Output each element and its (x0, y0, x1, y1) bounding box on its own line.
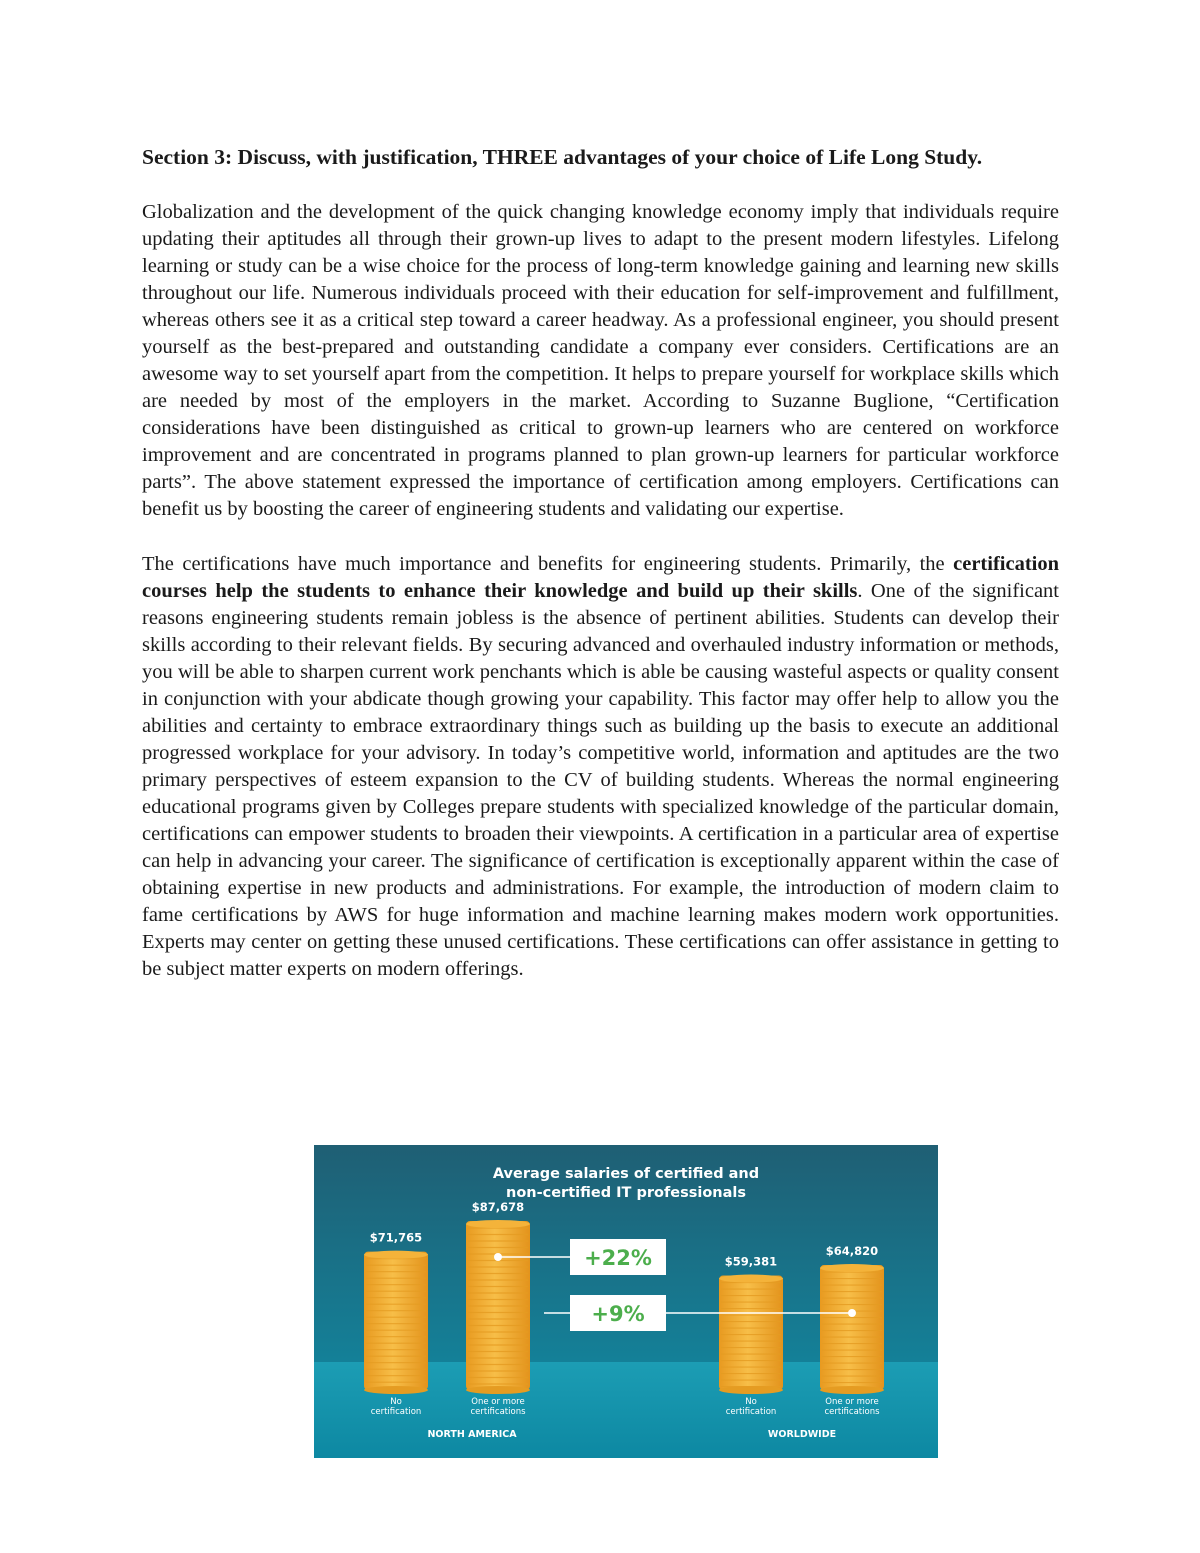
coin-bottom (466, 1386, 530, 1394)
bar-category-label: certification (725, 1407, 777, 1417)
coin-bottom (820, 1386, 884, 1394)
paragraph-certifications-rest: . One of the significant reasons engineering students remain jobless is the absence of pertinent abilities. Students can develop their skills according to their relevant fields. By securing advanced and overhauled industry information or methods, you will be able to sharpen current work penchants which is able be causing wasteful aspects or quality consent in conjunction with your abdicate though growing your capability. This factor may offer help to allow you the abilities and certainty to embrace extraordinary things such as building up the basis to execute an additional progressed workplace for your advisory. In today’s competitive world, information and aptitudes are the two primary perspectives of esteem expansion to the CV of building students. Whereas the normal engineering educational programs given by Colleges prepare students with specialized knowledge of the particular domain, certifications can empower students to broaden their viewpoints. A certification in a particular area of expertise can help in advancing your career. The significance of certification is exceptionally apparent within the case of obtaining expertise in new products and administrations. For example, the introduction of modern claim to fame certifications by AWS for huge information and machine learning makes modern work opportunities. Experts may center on getting these unused certifications. These certifications can offer assistance in getting to be subject matter experts on modern offerings. (142, 580, 1060, 980)
bar-value-label: $87,678 (471, 1200, 525, 1214)
coin-top (364, 1251, 428, 1259)
section-heading: Section 3: Discuss, with justification, THREE advantages of your choice of Life Long Study. (142, 145, 983, 169)
bar-category-label: No (390, 1397, 402, 1407)
bar-value-label: $71,765 (369, 1230, 423, 1245)
increase-dot (494, 1253, 502, 1261)
group-label: NORTH AMERICA (427, 1429, 517, 1440)
bar-category-label: One or more (825, 1397, 879, 1407)
increase-dot (848, 1309, 856, 1317)
coin-stack-bar (820, 1265, 884, 1390)
bar-value-label: $64,820 (825, 1244, 879, 1259)
paragraph-certifications-intro: The certifications have much importance and benefits for engineering students. Primarily, the (142, 553, 954, 575)
bar-category-label: certifications (824, 1407, 880, 1417)
bar-category-label: No (745, 1397, 757, 1407)
coin-stack-bar (719, 1276, 783, 1390)
increase-label: +9% (591, 1302, 645, 1326)
bar-category-label: One or more (471, 1397, 525, 1407)
chart-title-line2: non-certified IT professionals (506, 1185, 746, 1201)
salary-infographic (314, 1145, 938, 1458)
chart-title-line1: Average salaries of certified and (492, 1166, 760, 1182)
bar-value-label: $59,381 (724, 1254, 778, 1269)
salary-chart-svg (314, 1145, 938, 1458)
increase-label: +22% (584, 1246, 652, 1270)
coin-top (820, 1264, 884, 1272)
coin-bottom (364, 1386, 428, 1394)
group-label: WORLDWIDE (767, 1429, 837, 1440)
document-page (142, 144, 1059, 983)
coin-top (719, 1275, 783, 1283)
coin-top (466, 1220, 530, 1228)
paragraph-globalization: Globalization and the development of the quick changing knowledge economy imply that individuals require updating their aptitudes all through their grown-up lives to adapt to the present modern lifestyles. Lifelong learning or study can be a wise choice for the process of long-term knowledge gaining and learning new skills throughout our life. Numerous individuals proceed with their education for self-improvement and fulfillment, whereas others see it as a critical step toward a career headway. As a professional engineer, you should present yourself as the best-prepared and outstanding candidate a company ever considers. Certifications are an awesome way to set yourself apart from the competition. It helps to prepare yourself for workplace skills which are needed by most of the employers in the market. According to Suzanne Buglione, “Certification considerations have been distinguished as critical to grown-up learners who are centered on workforce improvement and are concentrated in programs planned to plan grown-up learners for particular workforce parts”. The above statement expressed the importance of certification among employers. Certifications can benefit us by boosting the career of engineering students and validating our expertise. (142, 201, 1059, 520)
paragraph-certifications-bold: certification courses help the students to enhance their knowledge and build up their skills (142, 553, 1059, 602)
coin-bottom (719, 1386, 783, 1394)
paragraph-certifications (142, 551, 1059, 983)
bar-category-label: certification (370, 1407, 422, 1417)
bar-category-label: certifications (470, 1407, 526, 1417)
